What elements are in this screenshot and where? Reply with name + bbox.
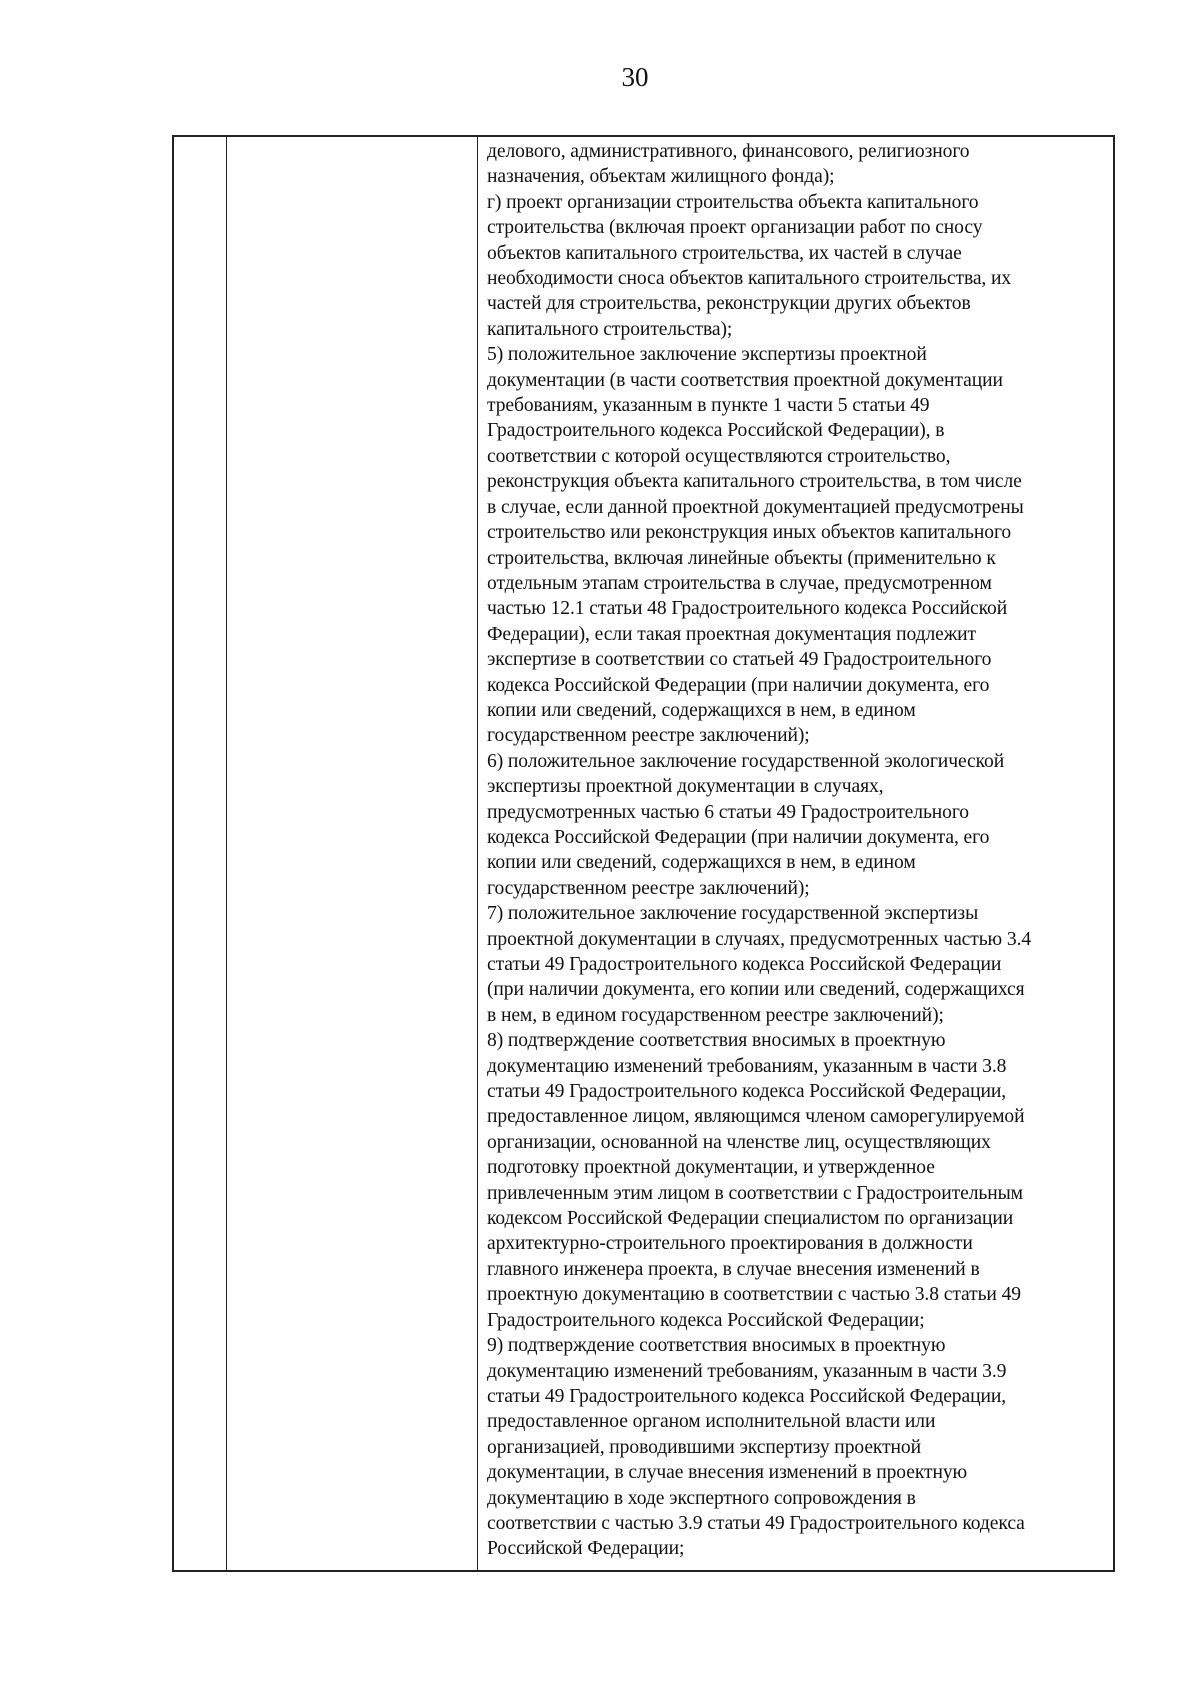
text-line: в случае, если данной проектной документацией предусмотрены xyxy=(487,496,1024,518)
text-line: копии или сведений, содержащихся в нем, в едином xyxy=(487,699,916,721)
column-divider-1 xyxy=(226,137,227,1570)
text-line: 7) положительное заключение государственной экспертизы xyxy=(487,903,979,925)
text-line: документацию изменений требованиям, указанным в части 3.9 xyxy=(487,1360,1007,1382)
text-line: реконструкция объекта капитального строительства, в том числе xyxy=(487,471,1022,493)
text-line: экспертизы проектной документации в случаях, xyxy=(487,776,884,798)
text-line: строительства (включая проект организации работ по сносу xyxy=(487,217,983,239)
text-line: организации, основанной на членстве лиц, осуществляющих xyxy=(487,1131,991,1153)
text-line: строительство или реконструкция иных объектов капитального xyxy=(487,522,1012,544)
text-line: делового, административного, финансового, религиозного xyxy=(487,141,970,162)
text-line: строительства, включая линейные объекты (применительно к xyxy=(487,547,996,569)
text-line: кодекса Российской Федерации (при наличии документа, его xyxy=(487,674,990,696)
requirements-cell-text xyxy=(481,139,1113,1562)
text-line: назначения, объектам жилищного фонда); xyxy=(487,166,835,188)
text-line: отдельным этапам строительства в случае, предусмотренном xyxy=(487,572,992,594)
text-line: организацией, проводившими экспертизу проектной xyxy=(487,1436,922,1458)
text-line: Градостроительного кодекса Российской Федерации; xyxy=(487,1309,925,1331)
text-line: статьи 49 Градостроительного кодекса Российской Федерации, xyxy=(487,1081,1007,1103)
text-line: документацию в ходе экспертного сопровождения в xyxy=(487,1487,916,1509)
text-line: документации (в части соответствия проектной документации xyxy=(487,369,1003,391)
text-line: проектную документацию в соответствии с частью 3.8 статьи 49 xyxy=(487,1284,1021,1306)
text-line: требованиям, указанным в пункте 1 части 5 статьи 49 xyxy=(487,395,930,417)
text-line: главного инженера проекта, в случае внесения изменений в xyxy=(487,1258,980,1280)
text-line: Федерации), если такая проектная документация подлежит xyxy=(487,623,977,645)
text-line: соответствии с которой осуществляются строительство, xyxy=(487,445,951,467)
text-line: предоставленное лицом, являющимся членом саморегулируемой xyxy=(487,1106,1025,1128)
text-line: соответствии с частью 3.9 статьи 49 Градостроительного кодекса xyxy=(487,1512,1025,1534)
text-line: объектов капитального строительства, их частей в случае xyxy=(487,242,962,264)
text-line: проектной документации в случаях, предусмотренных частью 3.4 xyxy=(487,928,1032,950)
text-line: 9) подтверждение соответствия вносимых в проектную xyxy=(487,1335,946,1357)
text-line: предусмотренных частью 6 статьи 49 Градостроительного xyxy=(487,801,970,823)
text-line: 6) положительное заключение государственной экологической xyxy=(487,750,1005,772)
document-table xyxy=(172,135,1115,1572)
text-line: 5) положительное заключение экспертизы проектной xyxy=(487,344,927,366)
text-line: привлеченным этим лицом в соответствии с Градостроительным xyxy=(487,1182,1023,1204)
text-line: (при наличии документа, его копии или сведений, содержащихся xyxy=(487,979,1025,1001)
text-line: Градостроительного кодекса Российской Федерации), в xyxy=(487,420,945,442)
text-line: частью 12.1 статьи 48 Градостроительного кодекса Российской xyxy=(487,598,1008,620)
text-line: подготовку проектной документации, и утвержденное xyxy=(487,1157,935,1179)
text-line: в нем, в едином государственном реестре заключений); xyxy=(487,1004,944,1026)
text-line: Российской Федерации; xyxy=(487,1538,685,1560)
text-line: документацию изменений требованиям, указанным в части 3.8 xyxy=(487,1055,1007,1077)
text-line: документации, в случае внесения изменений в проектную xyxy=(487,1462,968,1484)
text-line: копии или сведений, содержащихся в нем, в едином xyxy=(487,852,916,874)
page-number: 30 xyxy=(621,62,649,92)
text-line: частей для строительства, реконструкции других объектов xyxy=(487,293,971,315)
text-line: предоставленное органом исполнительной власти или xyxy=(487,1411,936,1433)
text-line: необходимости сноса объектов капитального строительства, их xyxy=(487,268,1012,290)
text-line: капитального строительства); xyxy=(487,318,733,340)
column-divider-2 xyxy=(477,137,478,1570)
text-line: государственном реестре заключений); xyxy=(487,877,810,899)
text-line: кодексом Российской Федерации специалистом по организации xyxy=(487,1208,1014,1230)
text-line: государственном реестре заключений); xyxy=(487,725,810,747)
text-line: архитектурно-строительного проектирования в должности xyxy=(487,1233,973,1255)
text-line: экспертизе в соответствии со статьей 49 Градостроительного xyxy=(487,649,992,671)
text-line: статьи 49 Градостроительного кодекса Российской Федерации, xyxy=(487,1385,1007,1407)
text-line: г) проект организации строительства объекта капитального xyxy=(487,191,979,213)
text-line: 8) подтверждение соответствия вносимых в проектную xyxy=(487,1030,946,1052)
text-line: статьи 49 Градостроительного кодекса Российской Федерации xyxy=(487,954,1002,975)
text-line: кодекса Российской Федерации (при наличии документа, его xyxy=(487,826,990,848)
